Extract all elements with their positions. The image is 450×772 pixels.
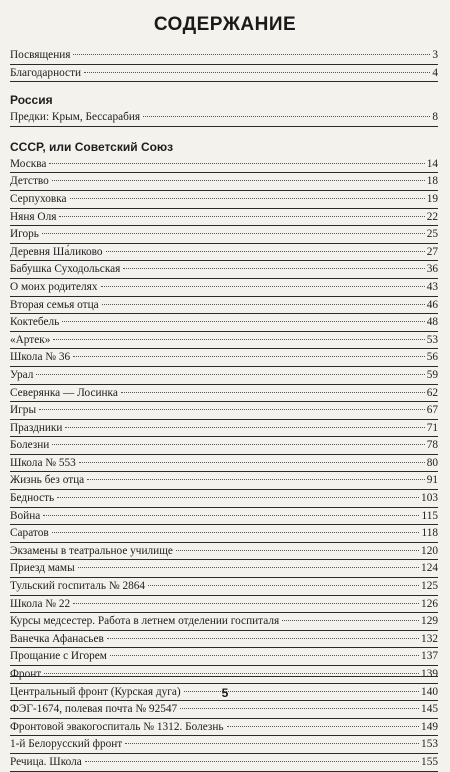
- dot-leader: [73, 602, 419, 604]
- toc-entry: [10, 666, 438, 684]
- front-matter-list: [10, 47, 438, 82]
- toc-entry-page: 145: [421, 703, 438, 716]
- toc-entry: [10, 109, 438, 127]
- dot-leader: [87, 478, 425, 480]
- toc-entry-page: 140: [421, 685, 438, 698]
- toc-entry-title: Игорь: [10, 228, 39, 241]
- toc-entry-title: Северянка — Лосинка: [10, 386, 118, 399]
- dot-leader: [180, 707, 419, 709]
- dot-leader: [39, 408, 425, 410]
- toc-entry-page: 14: [426, 157, 438, 170]
- toc-entry-page: 19: [426, 192, 438, 205]
- dot-leader: [106, 250, 425, 252]
- toc-entry-title: Праздники: [10, 421, 63, 434]
- dot-leader: [102, 303, 425, 305]
- toc-entry-title: Центральный фронт (Курская дуга): [10, 685, 181, 698]
- toc-entry-page: 129: [421, 615, 438, 628]
- toc-entry: [10, 525, 438, 543]
- toc-entry-page: 18: [426, 175, 438, 188]
- toc-entry-title: Деревня Ша́ликово: [10, 245, 103, 258]
- toc-entry-title: Прощание с Игорем: [10, 650, 107, 663]
- toc-entry-title: Фронтовой эвакогоспиталь № 1312. Болезнь: [10, 720, 224, 733]
- toc-entry: [10, 437, 438, 455]
- dot-leader: [121, 391, 425, 393]
- toc-entry: [10, 65, 438, 83]
- toc-entry: [10, 332, 438, 350]
- toc-entry: [10, 209, 438, 227]
- toc-entry: [10, 543, 438, 561]
- toc-entry-page: 62: [426, 386, 438, 399]
- dot-leader: [52, 443, 424, 445]
- dot-leader: [52, 179, 425, 181]
- toc-entry-page: 4: [432, 66, 438, 79]
- toc-entry-page: 36: [426, 263, 438, 276]
- toc-entry-page: 25: [426, 228, 438, 241]
- toc-entry-page: 137: [421, 650, 438, 663]
- toc-entry: [10, 226, 438, 244]
- footer-rule: [10, 676, 438, 677]
- toc-entry: [10, 736, 438, 754]
- toc-entry-title: Фронт: [10, 668, 42, 680]
- page-number: 5: [221, 686, 229, 700]
- dot-leader: [227, 725, 419, 727]
- dot-leader: [44, 672, 419, 674]
- dot-leader: [176, 549, 419, 551]
- dot-leader: [73, 355, 425, 357]
- toc-entry-page: 120: [421, 544, 438, 557]
- section-heading-ussr: СССР, или Советский Союз: [10, 139, 174, 154]
- toc-entry-title: О моих родителях: [10, 280, 98, 293]
- dot-leader: [101, 285, 425, 287]
- dot-leader: [125, 742, 419, 744]
- toc-entry: [10, 385, 438, 403]
- dot-leader: [65, 426, 424, 428]
- toc-entry-page: 126: [421, 597, 438, 610]
- dot-leader: [148, 584, 419, 586]
- russia-entry-list: [10, 109, 438, 127]
- toc-entry-page: 43: [426, 280, 438, 293]
- toc-entry-page: 56: [426, 351, 438, 364]
- toc-entry: [10, 297, 438, 315]
- toc-entry-title: 1-й Белорусский фронт: [10, 738, 123, 751]
- toc-entry-title: Коктебель: [10, 316, 60, 329]
- toc-entry-page: 46: [426, 298, 438, 311]
- toc-entry: [10, 455, 438, 473]
- dot-leader: [110, 654, 419, 656]
- dot-leader: [78, 566, 419, 568]
- toc-entry-title: Саратов: [10, 527, 49, 540]
- toc-entry: [10, 472, 438, 490]
- dot-leader: [123, 267, 424, 269]
- toc-entry: [10, 648, 438, 666]
- toc-entry-page: 8: [432, 111, 438, 124]
- toc-entry: [10, 596, 438, 614]
- toc-entry-title: Курсы медсестер. Работа в летнем отделении госпиталя: [10, 615, 280, 628]
- toc-entry-title: «Артек»: [10, 333, 51, 346]
- toc-entry-title: Тульский госпиталь № 2864: [10, 580, 146, 593]
- toc-entry-page: 103: [421, 492, 438, 505]
- toc-entry-page: 53: [426, 333, 438, 346]
- toc-entry-title: Ванечка Афанасьев: [10, 632, 104, 645]
- toc-entry: [10, 191, 438, 209]
- toc-entry-title: Благодарности: [10, 66, 82, 79]
- toc-entry-page: 22: [426, 210, 438, 223]
- toc-entry-title: ФЭГ-1674, полевая почта № 92547: [10, 703, 178, 716]
- section-heading-russia: Россия: [10, 93, 53, 108]
- toc-entry-title: Няня Оля: [10, 210, 57, 223]
- dot-leader: [73, 53, 430, 55]
- dot-leader: [85, 760, 419, 762]
- toc-entry-page: 27: [426, 245, 438, 258]
- toc-entry: [10, 349, 438, 367]
- toc-entry: [10, 402, 438, 420]
- dot-leader: [52, 531, 420, 533]
- toc-entry: [10, 490, 438, 508]
- toc-entry-page: 125: [421, 580, 438, 593]
- toc-entry: [10, 47, 438, 65]
- toc-entry: [10, 701, 438, 719]
- dot-leader: [49, 162, 424, 164]
- toc-entry: [10, 578, 438, 596]
- toc-entry-page: 91: [426, 474, 438, 487]
- toc-entry-page: 48: [426, 316, 438, 329]
- toc-entry-title: Экзамены в театральное училище: [10, 544, 173, 557]
- toc-entry-title: Школа № 553: [10, 456, 76, 469]
- toc-entry-page: 115: [421, 509, 438, 522]
- toc-entry-title: Урал: [10, 368, 34, 381]
- toc-entry: [10, 173, 438, 191]
- dot-leader: [70, 197, 425, 199]
- toc-entry-title: Жизнь без отца: [10, 474, 85, 487]
- dot-leader: [79, 461, 425, 463]
- toc-entry-page: 139: [421, 668, 438, 680]
- dot-leader: [107, 637, 419, 639]
- toc-entry: [10, 719, 438, 737]
- dot-leader: [36, 373, 424, 375]
- toc-entry-page: 153: [421, 738, 438, 751]
- toc-entry-title: Школа № 36: [10, 351, 71, 364]
- toc-entry-title: Бабушка Суходольская: [10, 263, 121, 276]
- ussr-entry-list: [10, 156, 438, 772]
- toc-entry-page: 59: [426, 368, 438, 381]
- toc-entry-page: 80: [426, 456, 438, 469]
- toc-entry: [10, 314, 438, 332]
- toc-entry-title: Серпуховка: [10, 192, 67, 205]
- table-of-contents: [10, 47, 438, 772]
- toc-entry-title: Вторая семья отца: [10, 298, 99, 311]
- toc-entry: [10, 244, 438, 262]
- toc-entry: [10, 156, 438, 174]
- toc-entry-title: Бедность: [10, 492, 55, 505]
- toc-entry: [10, 754, 438, 772]
- toc-entry-title: Посвящения: [10, 49, 71, 61]
- toc-entry-title: Игры: [10, 404, 37, 417]
- toc-entry: [10, 613, 438, 631]
- toc-entry: [10, 508, 438, 526]
- toc-entry: [10, 560, 438, 578]
- toc-entry-title: Приезд мамы: [10, 562, 75, 575]
- dot-leader: [43, 514, 419, 516]
- dot-leader: [84, 71, 430, 73]
- page-title: СОДЕРЖАНИЕ: [153, 14, 297, 35]
- toc-entry-title: Война: [10, 509, 41, 522]
- toc-entry-page: 155: [421, 755, 438, 768]
- toc-entry-page: 3: [432, 49, 438, 61]
- toc-entry-title: Болезни: [10, 439, 50, 452]
- toc-entry: [10, 261, 438, 279]
- toc-entry-page: 149: [421, 720, 438, 733]
- toc-entry-title: Детство: [10, 175, 49, 188]
- toc-entry-title: Речица. Школа: [10, 755, 82, 768]
- dot-leader: [143, 115, 430, 117]
- toc-entry: [10, 279, 438, 297]
- dot-leader: [59, 215, 424, 217]
- dot-leader: [57, 496, 419, 498]
- toc-entry-page: 78: [426, 439, 438, 452]
- toc-entry: [10, 367, 438, 385]
- dot-leader: [282, 619, 419, 621]
- toc-entry: [10, 420, 438, 438]
- dot-leader: [42, 232, 425, 234]
- toc-entry-page: 124: [421, 562, 438, 575]
- toc-entry-page: 118: [421, 527, 438, 540]
- toc-entry: [10, 631, 438, 649]
- toc-entry-page: 132: [421, 632, 438, 645]
- toc-entry-page: 71: [426, 421, 438, 434]
- dot-leader: [53, 338, 424, 340]
- toc-entry-page: 67: [426, 404, 438, 417]
- dot-leader: [62, 320, 424, 322]
- toc-entry-title: Школа № 22: [10, 597, 71, 610]
- toc-entry-title: Москва: [10, 157, 47, 170]
- toc-entry-title: Предки: Крым, Бессарабия: [10, 111, 141, 124]
